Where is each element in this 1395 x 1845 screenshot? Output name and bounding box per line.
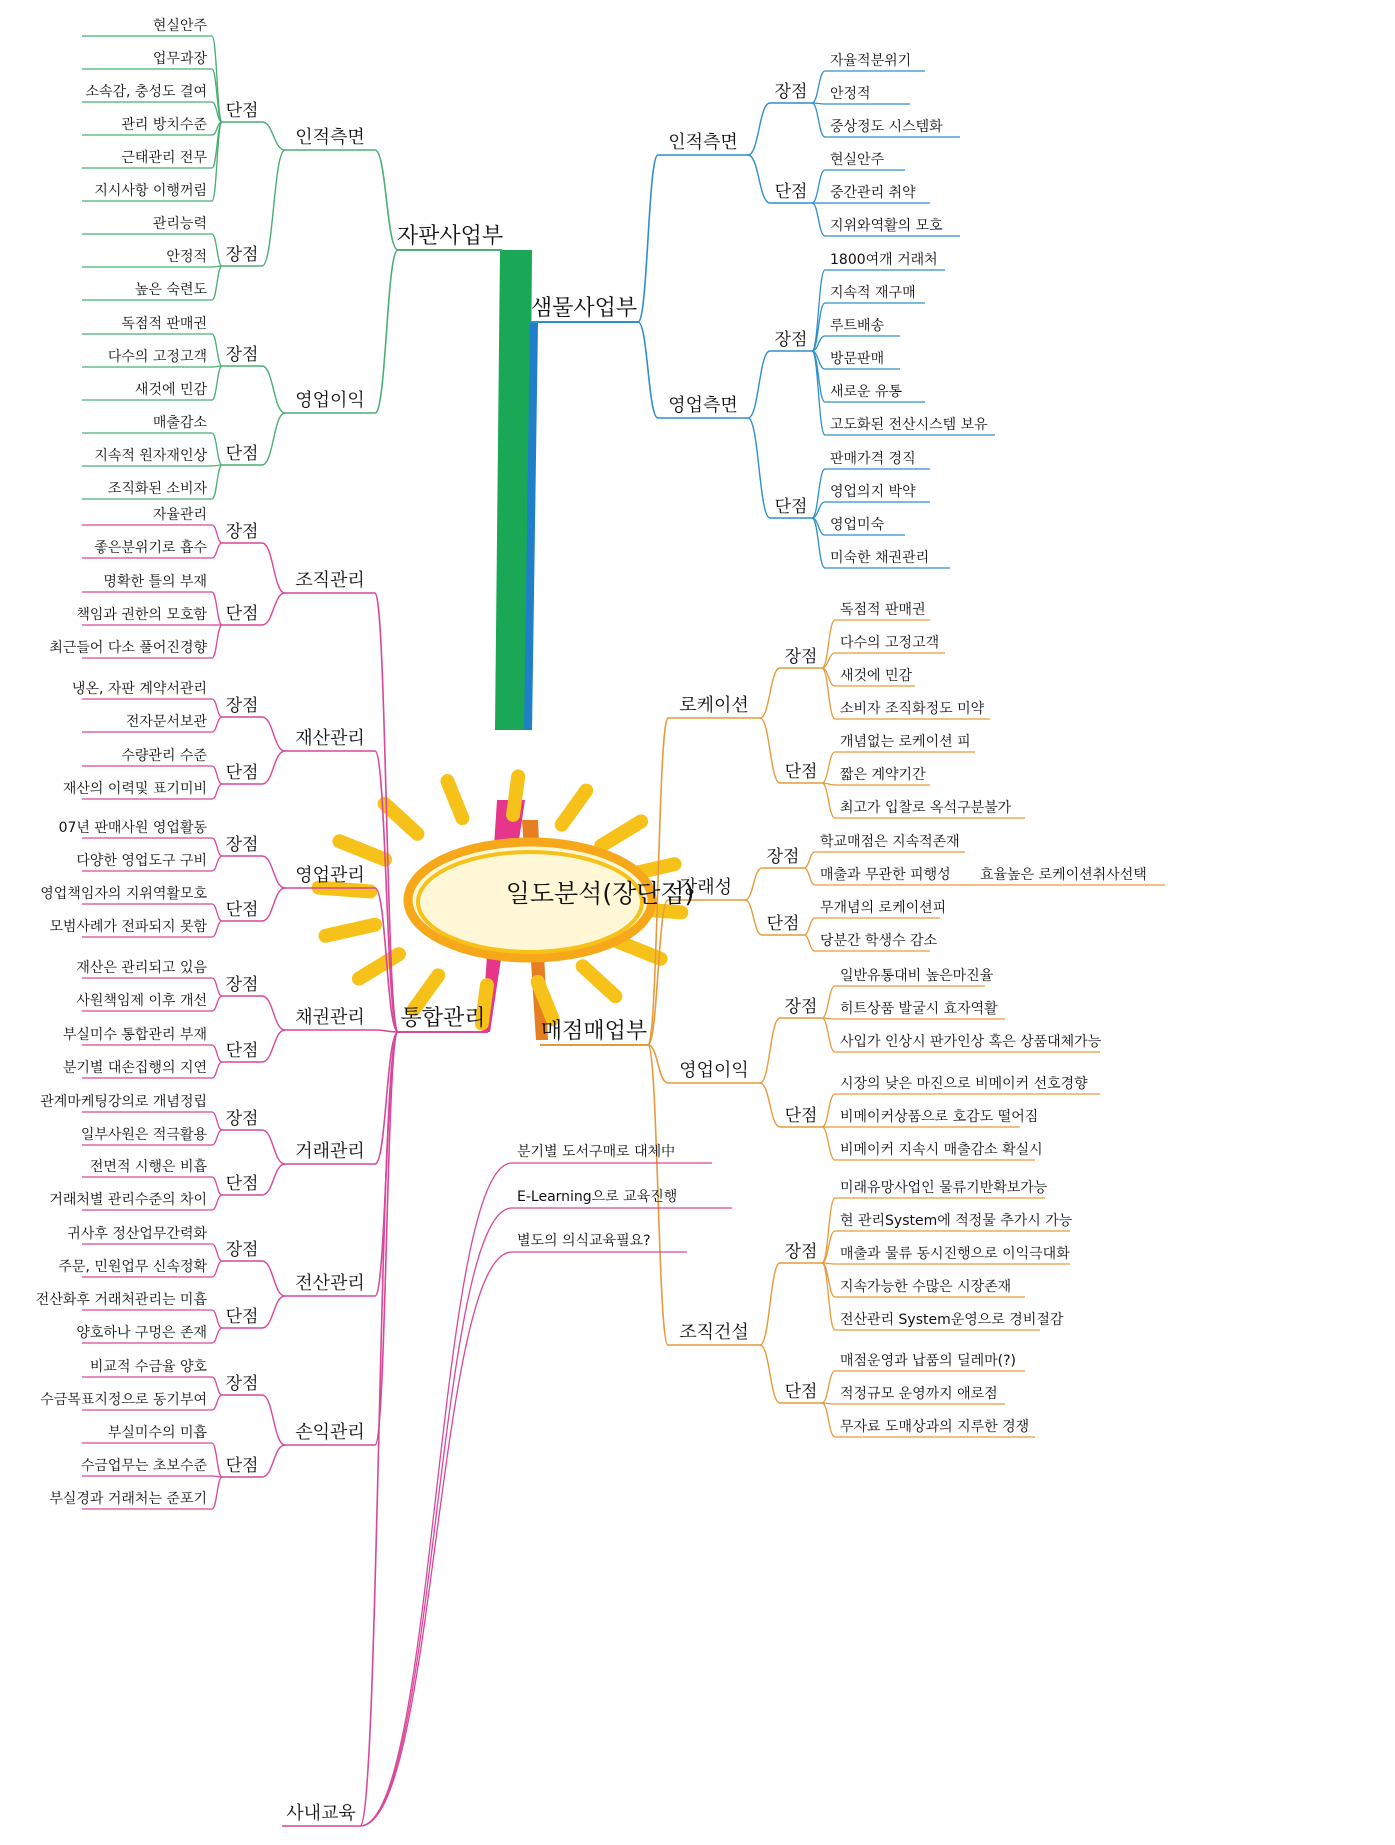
connector [262, 150, 285, 266]
leaf-connector [212, 1261, 222, 1277]
sub-tong-credit[interactable]: 채권관리 [295, 1007, 365, 1028]
leaf-connector [822, 1403, 835, 1437]
leaf-connector [822, 1127, 835, 1160]
leaf-item[interactable]: 업무과장 [152, 51, 207, 67]
leaf-item[interactable]: 수량관리 수준 [121, 748, 207, 764]
leaf-connector [212, 1377, 222, 1395]
sun-ray [339, 841, 385, 859]
sub-mae-loc[interactable]: 로케이션 [679, 695, 749, 716]
leaf-item[interactable]: 사원책임제 이후 개선 [76, 993, 207, 1009]
group-label[interactable]: 장점 [225, 835, 259, 855]
leaf-connector [212, 1177, 222, 1195]
connector [760, 718, 780, 783]
leaf-item[interactable]: 관계마케팅강의로 개념정립 [40, 1094, 207, 1110]
group-label[interactable]: 장점 [784, 1242, 818, 1262]
leaf-item[interactable]: 주문, 민원업무 신속정확 [58, 1259, 207, 1275]
leaf-item[interactable]: 좋은분위기로 흡수 [94, 540, 207, 556]
leaf-item[interactable]: 일부사원은 적극활용 [80, 1127, 207, 1143]
connector [748, 351, 770, 418]
leaf-item[interactable]: 부실미수의 미흡 [107, 1425, 207, 1441]
leaf-item[interactable]: 비메이커 지속시 매출감소 확실시 [840, 1142, 1043, 1158]
leaf-item[interactable]: 07년 판매사원 영업활동 [58, 820, 207, 836]
group-label[interactable]: 장점 [225, 975, 259, 995]
sun-ray [447, 781, 462, 818]
leaf-item[interactable]: 최고가 입찰로 옥석구분불가 [840, 800, 1012, 816]
leaf-connector [212, 996, 222, 1011]
sun-ray [326, 925, 376, 936]
group-label[interactable]: 단점 [774, 497, 808, 517]
connector [648, 900, 668, 1045]
leaf-item[interactable]: 독점적 판매권 [121, 316, 207, 332]
leaf-item[interactable]: 명확한 틀의 부재 [103, 574, 207, 590]
leaf-item[interactable]: 무개념의 로케이션피 [820, 900, 947, 916]
sub-tong-edu[interactable]: 사내교육 [286, 1803, 356, 1824]
leaf-connector [822, 752, 835, 783]
group-label[interactable]: 단점 [774, 182, 808, 202]
leaf-connector [212, 543, 222, 558]
group-label[interactable]: 장점 [774, 82, 808, 102]
group-label[interactable]: 장점 [784, 997, 818, 1017]
leaf-connector [804, 852, 815, 868]
leaf-connector [822, 1018, 835, 1052]
leaf-item[interactable]: 고도화된 전산시스템 보유 [830, 417, 988, 433]
leaf-item[interactable]: 새것에 민감 [134, 382, 207, 398]
sub-mae-op[interactable]: 영업이익 [679, 1060, 749, 1081]
leaf-connector [812, 170, 825, 203]
group-label[interactable]: 단점 [766, 914, 800, 934]
leaf-connector [812, 351, 825, 435]
connector [638, 155, 658, 322]
connector [262, 366, 285, 413]
leaf-item[interactable]: 학교매점은 지속적존재 [820, 834, 960, 850]
group-label[interactable]: 단점 [225, 763, 259, 783]
sub-jap-op[interactable]: 영업이익 [295, 390, 365, 411]
sub-jap-ins[interactable]: 인적측면 [295, 127, 365, 148]
leaf-connector [212, 784, 222, 799]
leaf-item-extra[interactable]: 효율높은 로케이션취사선택 [980, 867, 1147, 883]
leaf-connector [804, 868, 815, 885]
leaf-item[interactable]: 양호하나 구멍은 존재 [76, 1325, 207, 1341]
branch-mae[interactable]: 매점매업부 [540, 1019, 648, 1044]
leaf-connector [212, 1328, 222, 1343]
leaf-connector [812, 270, 825, 351]
leaf-item[interactable]: 미래유망사업인 물류기반확보가능 [840, 1180, 1048, 1196]
leaf-connector [212, 625, 222, 658]
connector [262, 593, 285, 625]
connector [745, 900, 762, 935]
leaf-connector [212, 1045, 222, 1062]
leaf-item[interactable]: 짧은 계약기간 [840, 767, 926, 783]
leaf-item[interactable]: 무자료 도매상과의 지루한 경쟁 [840, 1419, 1030, 1435]
leaf-item[interactable]: 루트배송 [830, 318, 885, 334]
group-label[interactable]: 단점 [225, 1174, 259, 1194]
leaf-item[interactable]: 안정적 [166, 249, 207, 265]
sun-ray [414, 975, 438, 1009]
leaf-item[interactable]: 영업책임자의 지위역활모호 [40, 886, 207, 902]
leaf-item[interactable]: 수금업무는 초보수준 [80, 1458, 207, 1474]
leaf-item[interactable]: 방문판매 [830, 351, 885, 367]
leaf-item[interactable]: 전산화후 거래처관리는 미흡 [35, 1292, 207, 1308]
connector [648, 1045, 668, 1083]
leaf-item[interactable]: 전자문서보관 [125, 714, 207, 730]
leaf-item[interactable]: 높은 숙련도 [134, 282, 207, 298]
connector [262, 856, 285, 888]
leaf-connector [212, 1130, 222, 1145]
leaf-connector [212, 1443, 222, 1477]
connector [748, 155, 770, 203]
connector [760, 1263, 780, 1345]
leaf-item[interactable]: 냉온, 자판 계약서관리 [71, 681, 207, 697]
connector [262, 122, 285, 150]
connector [760, 1345, 780, 1403]
connector [760, 1083, 780, 1127]
sub-tong-org[interactable]: 조직관리 [295, 570, 365, 591]
edu-item[interactable]: 분기별 도서구매로 대체中 [517, 1144, 676, 1160]
leaf-item[interactable]: 중간관리 취약 [830, 185, 916, 201]
sun-ray [562, 791, 586, 825]
group-label[interactable]: 장점 [225, 245, 259, 265]
group-label[interactable]: 단점 [225, 444, 259, 464]
sun-ray [513, 776, 518, 815]
group-label[interactable]: 단점 [225, 604, 259, 624]
group-label[interactable]: 장점 [774, 330, 808, 350]
leaf-item[interactable]: 관리능력 [152, 216, 207, 232]
leaf-item[interactable]: 다수의 고정고객 [107, 349, 207, 365]
group-label[interactable]: 장점 [225, 1374, 259, 1394]
leaf-item[interactable]: 다수의 고정고객 [840, 635, 940, 651]
connector [262, 1395, 285, 1445]
sun-ray [601, 821, 641, 845]
leaf-connector [212, 978, 222, 996]
connector [262, 413, 285, 465]
leaf-connector [212, 465, 222, 499]
leaf-connector [212, 766, 222, 784]
leaf-item[interactable]: 영업미숙 [830, 517, 885, 533]
connector [375, 1030, 398, 1032]
leaf-connector [212, 838, 222, 856]
leaf-connector [212, 334, 222, 366]
leaf-item[interactable]: 현실안주 [830, 152, 885, 168]
connector [262, 1261, 285, 1296]
group-label[interactable]: 단점 [784, 1106, 818, 1126]
leaf-item[interactable]: 귀사후 정산업무간력화 [67, 1226, 207, 1242]
leaf-item[interactable]: 안정적 [830, 86, 871, 102]
connector [262, 751, 285, 784]
connector [375, 250, 398, 413]
connector [375, 150, 398, 250]
leaf-item[interactable]: 책임과 권한의 모호함 [76, 607, 207, 623]
leaf-connector [212, 856, 222, 871]
leaf-item[interactable]: 현실안주 [152, 18, 207, 34]
group-label[interactable]: 단점 [225, 1307, 259, 1327]
connector [748, 103, 770, 155]
leaf-item[interactable]: 수금목표지정으로 동기부여 [40, 1392, 207, 1408]
sub-tong-it[interactable]: 전산관리 [295, 1273, 365, 1294]
leaf-item[interactable]: 현 관리System에 적정물 추가시 가능 [840, 1213, 1073, 1229]
leaf-connector [212, 36, 222, 122]
connector [262, 543, 285, 593]
leaf-connector [804, 935, 815, 951]
leaf-connector [212, 1112, 222, 1130]
leaf-item[interactable]: 근태관리 전무 [121, 150, 207, 166]
leaf-item[interactable]: 매출과 무관한 피행성 [820, 867, 951, 883]
leaf-connector [822, 1371, 835, 1403]
group-label[interactable]: 단점 [225, 1456, 259, 1476]
leaf-item[interactable]: 소비자 조직화정도 미약 [840, 701, 985, 717]
leaf-connector [212, 592, 222, 625]
group-label[interactable]: 장점 [225, 1240, 259, 1260]
branch-tong[interactable]: 통합관리 [400, 1006, 486, 1031]
leaf-item[interactable]: 자율관리 [152, 507, 207, 523]
group-label[interactable]: 단점 [225, 900, 259, 920]
sun-ray [385, 804, 418, 834]
leaf-item[interactable]: 히트상품 발굴시 효자역활 [840, 1001, 998, 1017]
leaf-connector [212, 921, 222, 937]
leaf-connector [212, 1477, 222, 1509]
sub-tong-sales[interactable]: 영업관리 [295, 865, 365, 886]
leaf-item[interactable]: 지위와역활의 모호 [830, 218, 943, 234]
sub-saem-biz[interactable]: 영업측면 [668, 395, 738, 416]
leaf-item[interactable]: 지시사항 이행꺼림 [94, 183, 207, 199]
leaf-connector [822, 986, 835, 1018]
leaf-item[interactable]: 개념없는 로케이션 피 [840, 734, 971, 750]
leaf-item[interactable]: 다양한 영업도구 구비 [76, 853, 207, 869]
connector [760, 1018, 780, 1083]
group-label[interactable]: 장점 [225, 345, 259, 365]
leaf-item[interactable]: 판매가격 경직 [830, 451, 916, 467]
leaf-connector [212, 234, 222, 266]
group-label[interactable]: 장점 [225, 1109, 259, 1129]
leaf-item[interactable]: 관리 방치수준 [121, 117, 207, 133]
leaf-connector [212, 1310, 222, 1328]
leaf-connector [212, 525, 222, 543]
branch-jap[interactable]: 자판사업부 [396, 224, 504, 249]
leaf-connector [812, 103, 825, 137]
connector [262, 888, 285, 921]
edu-item[interactable]: E-Learning으로 교육진행 [517, 1189, 678, 1205]
leaf-connector [212, 266, 222, 300]
leaf-item[interactable]: 1800여개 거래처 [830, 252, 938, 268]
leaf-item[interactable]: 미숙한 채권관리 [830, 550, 930, 566]
group-label[interactable]: 단점 [784, 1382, 818, 1402]
sub-saem-ins[interactable]: 인적측면 [668, 132, 738, 153]
leaf-item[interactable]: 새것에 민감 [840, 668, 913, 684]
connector [262, 996, 285, 1030]
branch-saem[interactable]: 샘물사업부 [530, 296, 638, 321]
connector [262, 1030, 285, 1062]
leaf-item[interactable]: 적정규모 운영까지 애로점 [840, 1386, 998, 1402]
group-label[interactable]: 장점 [225, 696, 259, 716]
sun-ray [583, 966, 616, 996]
central-topic[interactable]: 일도분석(장단점) [505, 879, 695, 908]
connector [760, 668, 780, 718]
leaf-connector [822, 1198, 835, 1263]
leaf-item[interactable]: 자율적분위기 [830, 53, 912, 69]
leaf-connector [822, 1094, 835, 1127]
leaf-connector [212, 904, 222, 921]
leaf-connector [212, 699, 222, 717]
sub-tong-asset[interactable]: 재산관리 [295, 728, 365, 749]
leaf-connector [822, 783, 835, 818]
leaf-connector [212, 717, 222, 732]
leaf-item[interactable]: 분기별 대손집행의 지연 [62, 1060, 207, 1076]
leaf-item[interactable]: 거래처별 관리수준의 차이 [49, 1192, 207, 1208]
group-label[interactable]: 장점 [766, 847, 800, 867]
leaf-item[interactable]: 매점운영과 납품의 딜레마(?) [840, 1353, 1017, 1369]
leaf-item[interactable]: 시장의 낮은 마진으로 비메이커 선호경향 [840, 1076, 1088, 1092]
sun-ray [359, 954, 399, 978]
leaf-item[interactable]: 독점적 판매권 [840, 602, 926, 618]
leaf-item[interactable]: 지속가능한 수많은 시장존재 [840, 1279, 1012, 1295]
leaf-item[interactable]: 모범사례가 전파되지 못함 [49, 919, 207, 935]
leaf-item[interactable]: 소속감, 충성도 결여 [85, 84, 207, 100]
sub-mae-fut[interactable]: 장래성 [679, 877, 733, 898]
leaf-item[interactable]: 중상정도 시스템화 [830, 119, 943, 135]
leaf-connector [212, 433, 222, 465]
leaf-connector [812, 71, 825, 103]
leaf-item[interactable]: 당분간 학생수 감소 [820, 933, 938, 949]
leaf-item[interactable]: 사입가 인상시 판가인상 혹은 상품대체가능 [840, 1034, 1102, 1050]
sub-tong-pl[interactable]: 손익관리 [295, 1422, 365, 1443]
leaf-connector [212, 1395, 222, 1410]
sub-tong-trade[interactable]: 거래관리 [295, 1141, 365, 1162]
leaf-item[interactable]: 일반유통대비 높은마진율 [840, 968, 994, 984]
leaf-connector [212, 366, 222, 400]
connector [262, 1296, 285, 1328]
group-label[interactable]: 단점 [225, 1041, 259, 1061]
leaf-item[interactable]: 매출감소 [152, 415, 207, 431]
group-label[interactable]: 장점 [225, 522, 259, 542]
sub-mae-org[interactable]: 조직건설 [679, 1322, 749, 1343]
leaf-item[interactable]: 지속적 재구매 [830, 285, 916, 301]
connector [638, 322, 658, 418]
leaf-item[interactable]: 조직화된 소비자 [107, 481, 207, 497]
leaf-item[interactable]: 영업의지 박약 [830, 484, 916, 500]
group-label[interactable]: 단점 [225, 101, 259, 121]
leaf-item[interactable]: 새로운 유통 [830, 384, 903, 400]
connector [360, 1032, 398, 1826]
leaf-connector [812, 203, 825, 236]
connector [262, 1445, 285, 1477]
connector [262, 717, 285, 751]
leaf-item[interactable]: 부실미수 통합관리 부재 [62, 1027, 207, 1043]
edu-item[interactable]: 별도의 의식교육필요? [517, 1233, 651, 1249]
leaf-item[interactable]: 비메이커상품으로 호감도 떨어짐 [840, 1109, 1039, 1125]
leaf-item[interactable]: 최근들어 다소 풀어진경향 [49, 640, 207, 656]
leaf-item[interactable]: 지속적 원자재인상 [94, 448, 207, 464]
leaf-item[interactable]: 부실경과 거래처는 준포기 [49, 1491, 207, 1507]
connector [745, 868, 762, 900]
leaf-item[interactable]: 재산은 관리되고 있음 [76, 960, 207, 976]
connector [748, 418, 770, 518]
group-label[interactable]: 장점 [784, 647, 818, 667]
leaf-item[interactable]: 전면적 시행은 비흡 [89, 1159, 207, 1175]
leaf-item[interactable]: 비교적 수금율 양호 [89, 1359, 207, 1375]
leaf-connector [212, 1195, 222, 1210]
leaf-item[interactable]: 재산의 이력및 표기미비 [62, 781, 207, 797]
connector [262, 1164, 285, 1195]
connector [262, 1130, 285, 1164]
leaf-connector [212, 1062, 222, 1078]
leaf-item[interactable]: 매출과 물류 동시진행으로 이익극대화 [840, 1246, 1070, 1262]
leaf-connector [212, 1244, 222, 1261]
leaf-item[interactable]: 전산관리 System운영으로 경비절감 [840, 1312, 1064, 1328]
group-label[interactable]: 단점 [784, 762, 818, 782]
leaf-connector [804, 918, 815, 935]
